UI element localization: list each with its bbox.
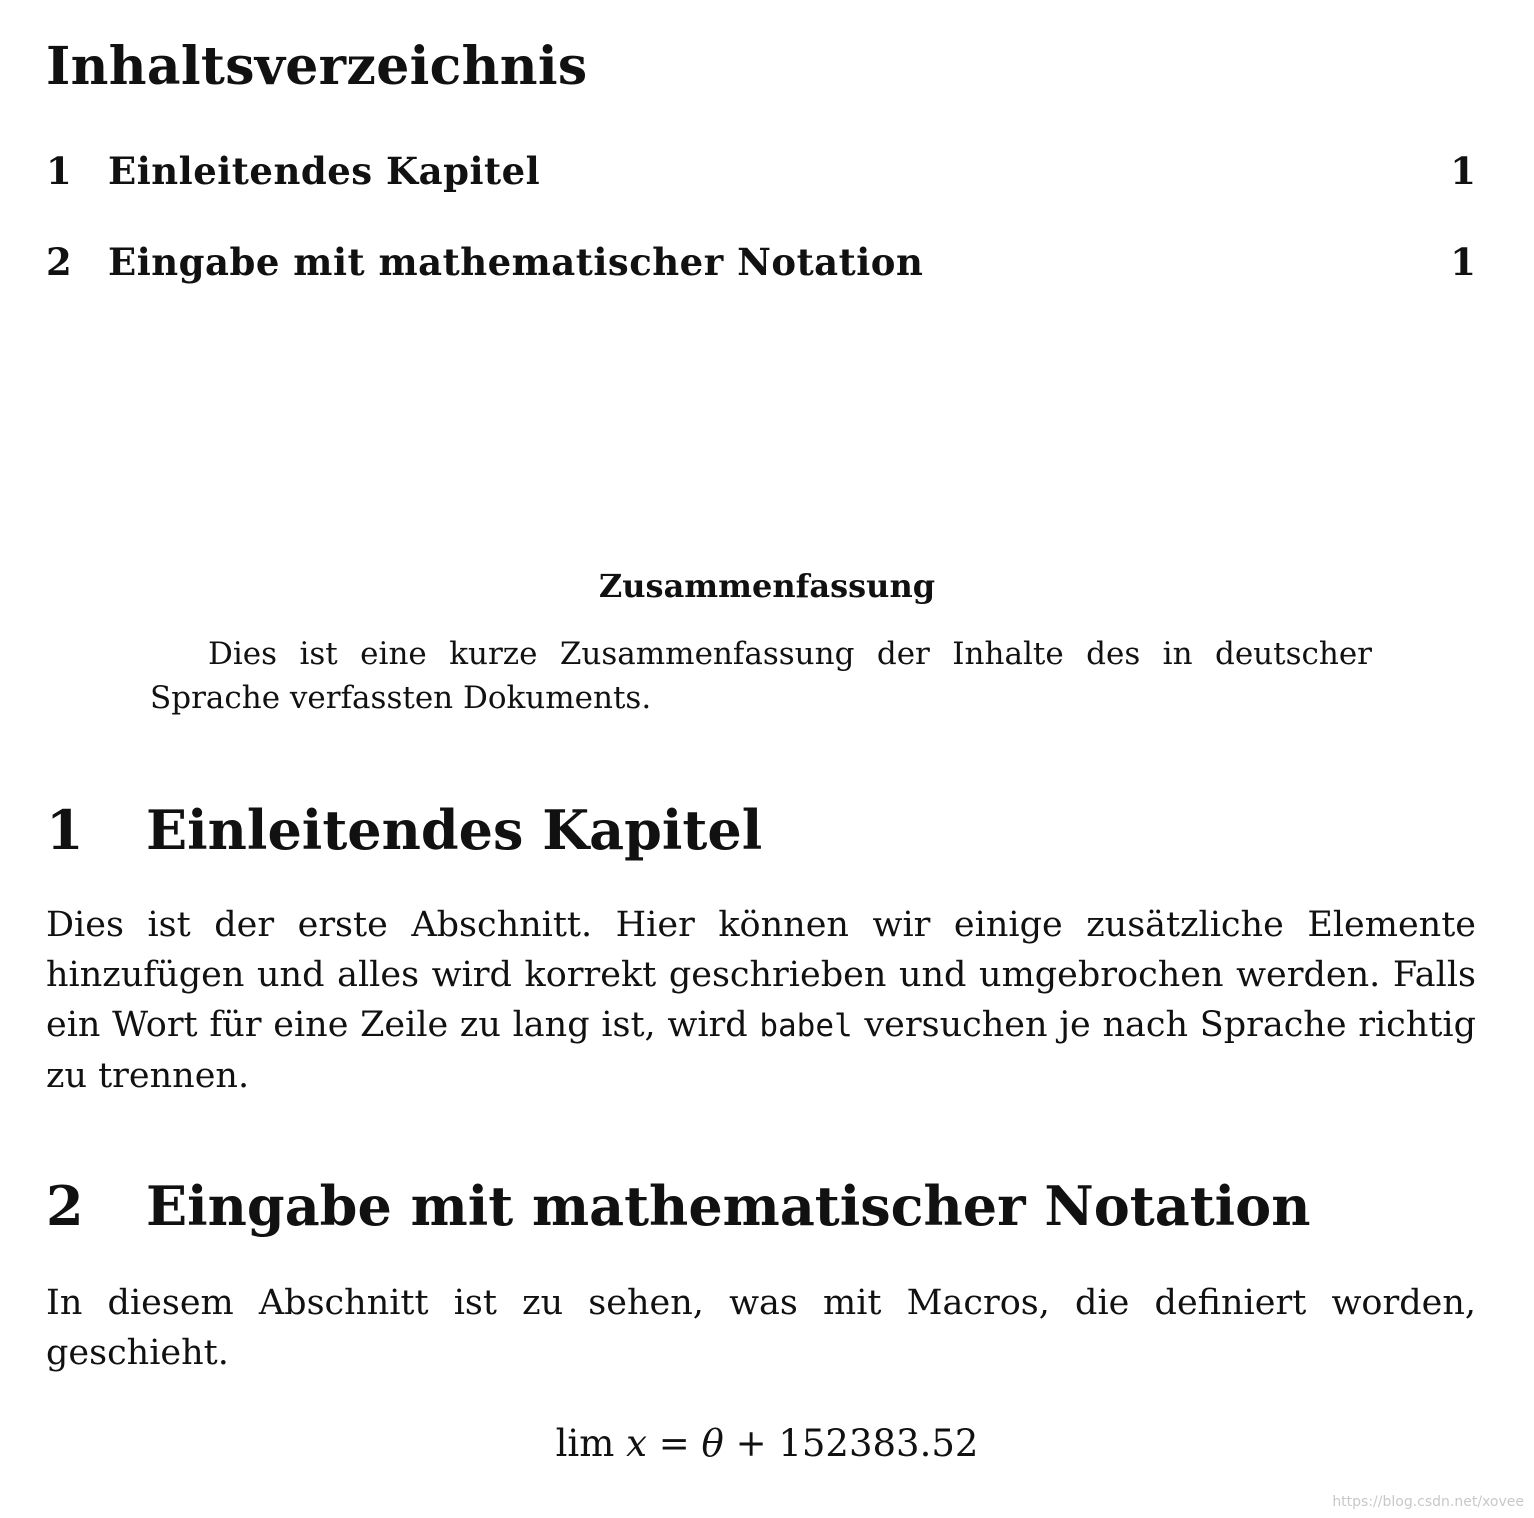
watermark: https://blog.csdn.net/xovee xyxy=(1332,1494,1524,1510)
toc-entry-number: 2 xyxy=(46,240,72,284)
equation-equals: = xyxy=(658,1422,690,1465)
equation-operator: lim xyxy=(555,1422,615,1465)
section-title: Eingabe mit mathematischer Notation xyxy=(146,1174,1311,1238)
section-title: Einleitendes Kapitel xyxy=(146,798,763,862)
paragraph-text: versuchen je nach Sprache richtig zu trennen. xyxy=(46,1005,1476,1096)
toc-entry-label: Eingabe mit mathematischer Notation xyxy=(108,240,924,284)
toc-entry[interactable] xyxy=(46,146,1476,196)
toc-title: Inhaltsverzeichnis xyxy=(46,36,588,97)
equation-number: 152383.52 xyxy=(778,1422,979,1465)
section-paragraph xyxy=(46,900,1476,1101)
toc-entry-label: Einleitendes Kapitel xyxy=(108,149,541,193)
toc-entry-page: 1 xyxy=(1450,149,1476,193)
equation-variable: x xyxy=(626,1422,647,1465)
inline-code: babel xyxy=(759,1008,853,1044)
equation-theta: θ xyxy=(701,1422,724,1465)
toc-entry-number: 1 xyxy=(46,149,72,193)
equation-plus: + xyxy=(735,1422,767,1465)
section-number: 1 xyxy=(46,798,84,862)
abstract-text: Dies ist eine kurze Zusammenfassung der Inhalte des in deutscher Sprache verfassten Dokuments. xyxy=(150,636,1372,716)
equation xyxy=(0,1418,1534,1470)
paragraph-text: Dies ist der erste Abschnitt. Hier können wir einige zusätzliche Elemente hinzufügen und alles wird korrekt geschrieben und umgebrochen werden. Falls ein Wort für eine Zeile zu lang ist, wird xyxy=(46,905,1476,1045)
toc-entry-page: 1 xyxy=(1450,240,1476,284)
abstract-title: Zusammenfassung xyxy=(598,567,936,605)
section-heading xyxy=(46,1173,1486,1239)
section-number: 2 xyxy=(46,1174,84,1238)
toc-entry[interactable] xyxy=(46,237,1476,287)
section-heading xyxy=(46,797,1486,863)
section-paragraph: In diesem Abschnitt ist zu sehen, was mit Macros, die definiert worden, geschieht. xyxy=(46,1283,1476,1373)
